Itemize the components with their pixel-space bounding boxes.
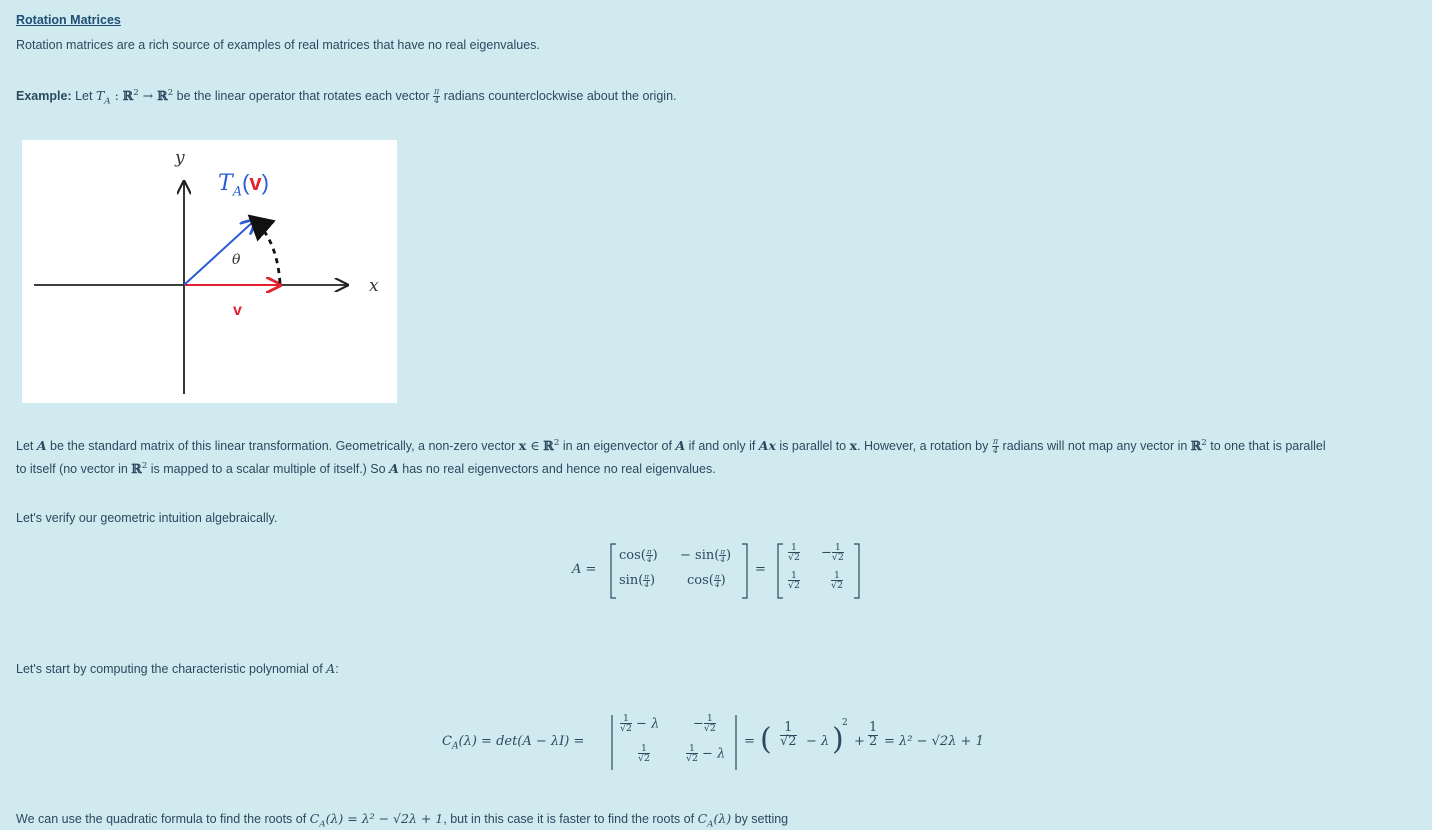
char-lhs: $C_A(\lambda) = \det(A - \lambda I)$ = (442, 734, 585, 752)
theta-label: θ (232, 252, 241, 268)
example-sq: 2 (133, 88, 139, 98)
page-title[interactable]: Rotation Matrices (16, 13, 121, 27)
verify-text: Let's verify our geometric intuition algebraically. (16, 511, 278, 525)
d12: − $\frac{1}{√2}$ (693, 713, 716, 735)
x-axis-label: x (369, 276, 379, 296)
matrix-lhs: A = (572, 562, 597, 577)
d21: $\frac{1}{√2}$ (638, 743, 650, 765)
m21: sin( $\frac{\pi}{4}$ ) (619, 572, 656, 590)
example-T-sub: A (104, 96, 111, 107)
Tv-label: $T_A(v)$ (218, 170, 269, 200)
para1-line2: to itself (no vector in ℝ$^2$ is mapped to a scalar multiple of itself.) So A has no real eigenvectors and hence no real eigenvalues. (16, 461, 716, 477)
d11: $\frac{1}{√2}$ − λ (620, 713, 660, 735)
n12: − $\frac{1}{√2}$ (821, 542, 844, 564)
example-T: T (95, 88, 105, 104)
example-arrow: → (138, 88, 158, 104)
m22: cos( $\frac{\pi}{4}$ ) (687, 572, 726, 590)
rotation-diagram (22, 140, 397, 403)
sq-exponent: 2 (842, 718, 848, 728)
char-result: = λ² − √2λ + 1 (884, 734, 984, 749)
vector-Tv (184, 220, 255, 285)
close-paren: ) (832, 722, 844, 757)
matrix-eq-sign: = (755, 562, 766, 577)
example-text-mid: be the linear operator that rotates each vector (173, 89, 434, 104)
d22: $\frac{1}{√2}$ − λ (686, 743, 726, 765)
n11: $\frac{1}{√2}$ (788, 542, 800, 564)
example-text-end: radians counterclockwise about the origin. (440, 89, 677, 104)
example-R: ℝ (122, 88, 134, 104)
y-axis-label: y (175, 148, 185, 168)
rotation-arc (254, 220, 280, 283)
half-frac: $\frac{1}{2}$ (869, 720, 878, 749)
char-equation (442, 712, 1022, 774)
example-R2: ℝ (157, 88, 168, 104)
example-let: Let (75, 89, 93, 104)
example-label: Example: (16, 89, 72, 104)
open-paren: ( (760, 722, 772, 757)
example-sq2: 2 (167, 88, 174, 98)
example-colon: : (110, 88, 123, 104)
m11: cos( $\frac{\pi}{4}$ ) (619, 547, 658, 565)
sq-frac: $\frac{1}{√2}$ (780, 720, 797, 749)
para1-line1: Let A be the standard matrix of this linear transformation. Geometrically, a non-zero vector x ∈ ℝ$^2$ in an eigenvector of A if and only if Ax is parallel to x. However, a rotation by $\frac{\pi}{4}$ radians will not map any vector in ℝ$^2$ to one that is parallel (16, 437, 1326, 456)
pi-over-4: $\frac{\pi}{4}$ (434, 87, 440, 106)
plus-sign: + (854, 734, 865, 749)
rotation-figure (22, 140, 397, 403)
sq-minus-lam: − λ (806, 734, 830, 749)
m12: − sin( $\frac{\pi}{4}$ ) (680, 547, 732, 565)
v-label: v (233, 302, 242, 319)
final-line: We can use the quadratic formula to find the roots of $C_A(\lambda) = \lambda^2 - √2\lambda + 1$, but in this case it is faster to find the roots of $C_A(\lambda)$ by setting (16, 811, 789, 830)
n22: $\frac{1}{√2}$ (831, 570, 843, 592)
char-eq-sign: = (744, 734, 755, 749)
char-intro: Let's start by computing the characteristic polynomial of A: (16, 661, 339, 676)
intro-text: Rotation matrices are a rich source of examples of real matrices that have no real eigenvalues. (16, 38, 540, 52)
example-line (16, 88, 677, 107)
n21: $\frac{1}{√2}$ (788, 570, 800, 592)
